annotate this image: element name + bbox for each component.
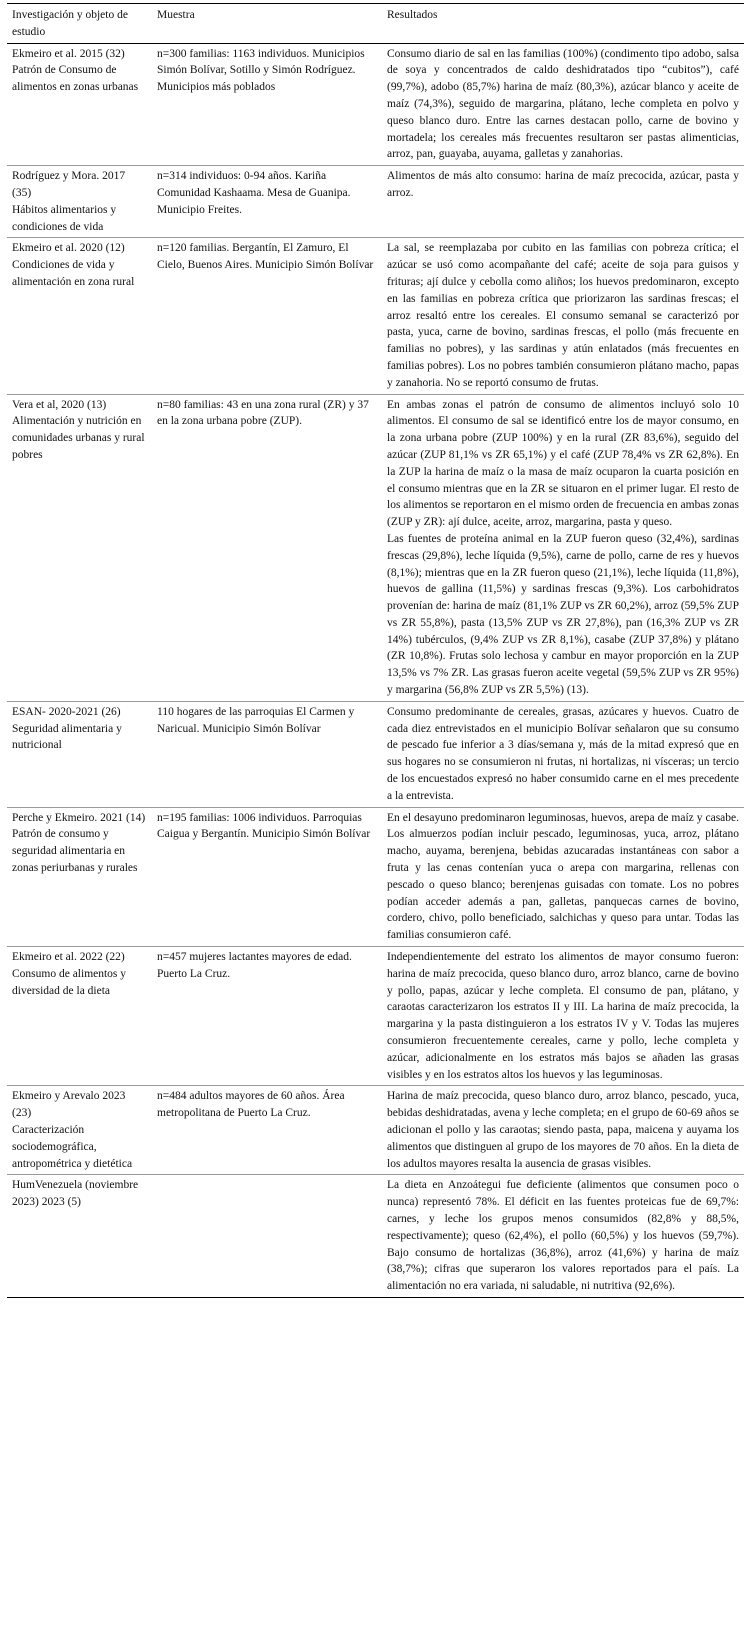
study-cell [7,1086,152,1175]
study-citation: Rodríguez y Mora. 2017 (35) [12,170,126,199]
study-cell [7,807,152,946]
study-citation: Ekmeiro et al. 2020 (12) [12,242,125,255]
study-cell [7,166,152,238]
sample-cell [152,238,382,394]
sample-text: 110 hogares de las parroquias El Carmen y Naricual. Municipio Simón Bolívar [157,705,355,735]
sample-cell [152,43,382,166]
study-citation: Perche y Ekmeiro. 2021 (14) [12,811,146,824]
sample-cell [152,394,382,701]
sample-cell [152,947,382,1086]
study-citation: Ekmeiro y Arevalo 2023 (23) [12,1090,126,1120]
results-paragraph: La sal, se reemplazaba por cubito en las familias con pobreza crítica; el azúcar se usó como acompañante del café; aceite de soja para guisos y frituras; ají dulce y cebolla como aliños; los huevos predominaron, excepto en las familias en pobreza crítica que priorizaron las sardinas frescas; el arroz resaltó entre los cereales. El consumo semanal se caracterizó por pasta, yuca, carne de bovino, sardinas frescas, el pollo (más frecuente en familias no pobres), y las sardinas y atún enlatados (más frecuentes en familias pobres). Los no pobres también consumieron plátano macho, papas y zanahoria. No se reportó consumo de frutas. [387,242,739,389]
study-citation: ESAN- 2020-2021 (26) [12,705,121,718]
sample-cell [152,701,382,807]
results-paragraph: Consumo diario de sal en las familias (100%) (condimento tipo adobo, salsa de soya y concentrados de caldo deshidratados tipo “cubitos”), café (99,7%), adobo (85,7%) harina de maíz (80,3%), azúcar blanco y aceite de maíz (74,3%), seguido de margarina, plátano, leche completa en polvo y queso blanco duro. Entre las carnes destacan pollo, carne de bovino y mortadela; los cereales más frecuentes resultaron ser pastas alimenticias, arroz, pan, guayaba, auyama, galletas y zanahorias. [387,47,739,161]
results-cell [382,947,744,1086]
results-cell [382,238,744,394]
table-row [7,43,744,166]
sample-text: n=314 individuos: 0-94 años. Kariña Comunidad Kashaama. Mesa de Guanipa. Municipio Freites. [157,170,351,216]
sample-text: n=300 familias: 1163 individuos. Municipios Simón Bolívar, Sotillo y Simón Rodríguez. Municipios más poblados [157,47,365,94]
study-topic: Patrón de consumo y seguridad alimentaria en zonas periurbanas y rurales [12,828,138,875]
header-sample: Muestra [152,4,382,44]
results-cell [382,43,744,166]
table-row [7,166,744,238]
sample-cell [152,1086,382,1175]
study-topic: Condiciones de vida y alimentación en zona rural [12,259,135,288]
results-paragraph: Harina de maíz precocida, queso blanco duro, arroz blanco, pescado, yuca, bebidas deshidratadas, avena y leche completa; en el grupo de 60-69 años se adicionan el pollo y las caraotas; siendo pasta, papa, maicena y auyama los alimentos que distinguen al grupo de los mayores de 70 años. En la dieta de los adultos mayores resalta la ausencia de grasas visibles. [387,1090,739,1170]
table-row [7,1086,744,1175]
sample-cell [152,807,382,946]
sample-text: n=80 familias: 43 en una zona rural (ZR) y 37 en la zona urbana pobre (ZUP). [157,398,369,428]
table-row [7,1175,744,1298]
sample-text: n=120 familias. Bergantín, El Zamuro, El Cielo, Buenos Aires. Municipio Simón Bolívar [157,242,374,272]
header-study: Investigación y objeto de estudio [7,4,152,44]
study-cell [7,947,152,1086]
header-results: Resultados [382,4,744,44]
study-topic: Caracterización sociodemográfica, antropométrica y dietética [12,1124,133,1170]
sample-text: n=457 mujeres lactantes mayores de edad. Puerto La Cruz. [157,951,352,980]
study-topic: Seguridad alimentaria y nutricional [12,722,122,752]
table-row [7,807,744,946]
results-paragraph: Consumo predominante de cereales, grasas, azúcares y huevos. Cuatro de cada diez entrevistados en el municipio Bolívar señalaron que su consumo de pescado fue inferior a 3 días/semana y, más de la mitad expresó que en sus hogares no se consumieron ni frutas, ni hortalizas, ni vísceras; un tercio de los encuestados expresó no haber consumido carne en el mes precedente a la entrevista. [387,705,739,802]
table-body [7,43,744,1297]
study-cell [7,1175,152,1298]
results-paragraph: En el desayuno predominaron leguminosas, huevos, arepa de maíz y casabe. Los almuerzos podían incluir pescado, leguminosas, yuca, arroz, plátano macho, auyama, berenjena, bebidas azucaradas instantáneas con sabor a fruta y las cenas contenían yuca o arepa con margarina, rellenas con pescado o queso blanco; berenjenas guisadas con tomate. Los no pobres podían acceder además a pan, galletas, panquecas carnes de bovino, cordero, chivo, pollo beneficiado, salchichas y queso para untar. Todas las familias consumieron café. [387,811,739,942]
study-cell [7,238,152,394]
results-cell [382,1175,744,1298]
results-paragraph: Independientemente del estrato los alimentos de mayor consumo fueron: harina de maíz precocida, queso blanco duro, arroz blanco, carne de bovino y pollo, papas, azúcar y leche completa. El consumo de pan, plátano, y caraotas caracterizaron los estratos II y III. La harina de maíz precocida, la margarina y la pasta distinguieron a los estratos IV y V. Todas las mujeres consumieron frecuentemente cereales, carne y pollo, leche completa y azúcar, adicionalmente en los estratos más bajos se añaden las grasas visibles y en los estratos altos los huevos y las leguminosas. [387,951,739,1081]
study-citation: Ekmeiro et al. 2015 (32) [12,47,125,60]
table-row [7,238,744,394]
sample-text: n=195 familias: 1006 individuos. Parroquias Caigua y Bergantín. Municipio Simón Bolívar [157,811,371,841]
study-topic: Hábitos alimentarios y condiciones de vida [12,203,117,233]
study-topic: Patrón de Consumo de alimentos en zonas urbanas [12,64,139,94]
study-cell [7,43,152,166]
results-cell [382,1086,744,1175]
sample-cell [152,166,382,238]
study-cell [7,394,152,701]
results-cell [382,807,744,946]
results-paragraph: Las fuentes de proteína animal en la ZUP fueron queso (32,4%), sardinas frescas (29,8%), leche líquida (9,5%), carne de pollo, carne de res y huevos (8,1%); mientras que en la ZR fueron queso (21,1%), leche líquida (11,8%), huevos de gallina (11,5%) y sardinas frescas (9,3%). Los carbohidratos provenían de: harina de maíz (81,1% ZUP vs ZR 60,2%), arroz (59,5% ZUP vs ZR 55,8%), pasta (13,5% ZUP vs ZR 27,8%), pan (16,3% ZUP vs ZR 14%) tubérculos, (9,4% ZUP vs ZR 8,1%), casabe (ZUP 37,8%) y plátano (ZR 10,8%). Frutas solo lechosa y cambur en mayor proporción en la ZUP 13,5% vs 7% ZR. Las grasas fueron aceite vegetal (59,5% ZUP vs ZR 95%) y margarina (56,8% ZUP vs ZR 5,5%) (13). [387,532,739,697]
header-row [7,4,744,44]
study-topic: Consumo de alimentos y diversidad de la dieta [12,967,127,997]
results-paragraph: Alimentos de más alto consumo: harina de maíz precocida, azúcar, pasta y arroz. [387,170,739,199]
results-paragraph: La dieta en Anzoátegui fue deficiente (alimentos que consumen poco o nunca) representó 78%. El déficit en las fuentes proteicas fue de 69,7%: carnes, y leche los grupos menos consumidos (82,8% y 88,5%, respectivamente); queso (62,4%), el pollo (60,5%) y los huevos (59,7%). Bajo consumo de hortalizas (36,8%), arroz (41,6%) y harina de maíz (38,7%); cifras que superaron los valores reportados para el país. La alimentación no era variada, ni saludable, ni nutritiva (92,6%). [387,1179,739,1293]
sample-cell [152,1175,382,1298]
table-row [7,394,744,701]
study-citation: Vera et al, 2020 (13) [12,398,107,411]
study-citation: Ekmeiro et al. 2022 (22) [12,951,125,964]
table-row [7,701,744,807]
table-header [7,4,744,44]
studies-table [7,3,744,1298]
sample-text: n=484 adultos mayores de 60 años. Área metropolitana de Puerto La Cruz. [157,1090,345,1120]
results-cell [382,166,744,238]
results-paragraph: En ambas zonas el patrón de consumo de alimentos incluyó solo 10 alimentos. El consumo de sal se identificó entre los de mayor consumo, en la zona urbana pobre (ZUP 100%) y en la rural (ZR 83,6%), seguido del azúcar (ZUP 81,1% vs ZR 65,1%) y el café (ZUP 78,4% vs ZR 62,8%). En la ZUP la harina de maíz o la masa de maíz ocuparon la cuarta posición en el consumo mientras que en la ZR se situaron en el primer lugar. El resto de los alimentos se reportaron en el mismo orden de frecuencia en ambas zonas (ZUP y ZR): ají dulce, aceite, arroz, margarina, pasta y queso. [387,398,739,529]
table-row [7,947,744,1086]
results-cell [382,701,744,807]
results-cell [382,394,744,701]
study-cell [7,701,152,807]
study-citation: HumVenezuela (noviembre 2023) 2023 (5) [12,1179,139,1209]
study-topic: Alimentación y nutrición en comunidades urbanas y rural pobres [12,415,145,461]
